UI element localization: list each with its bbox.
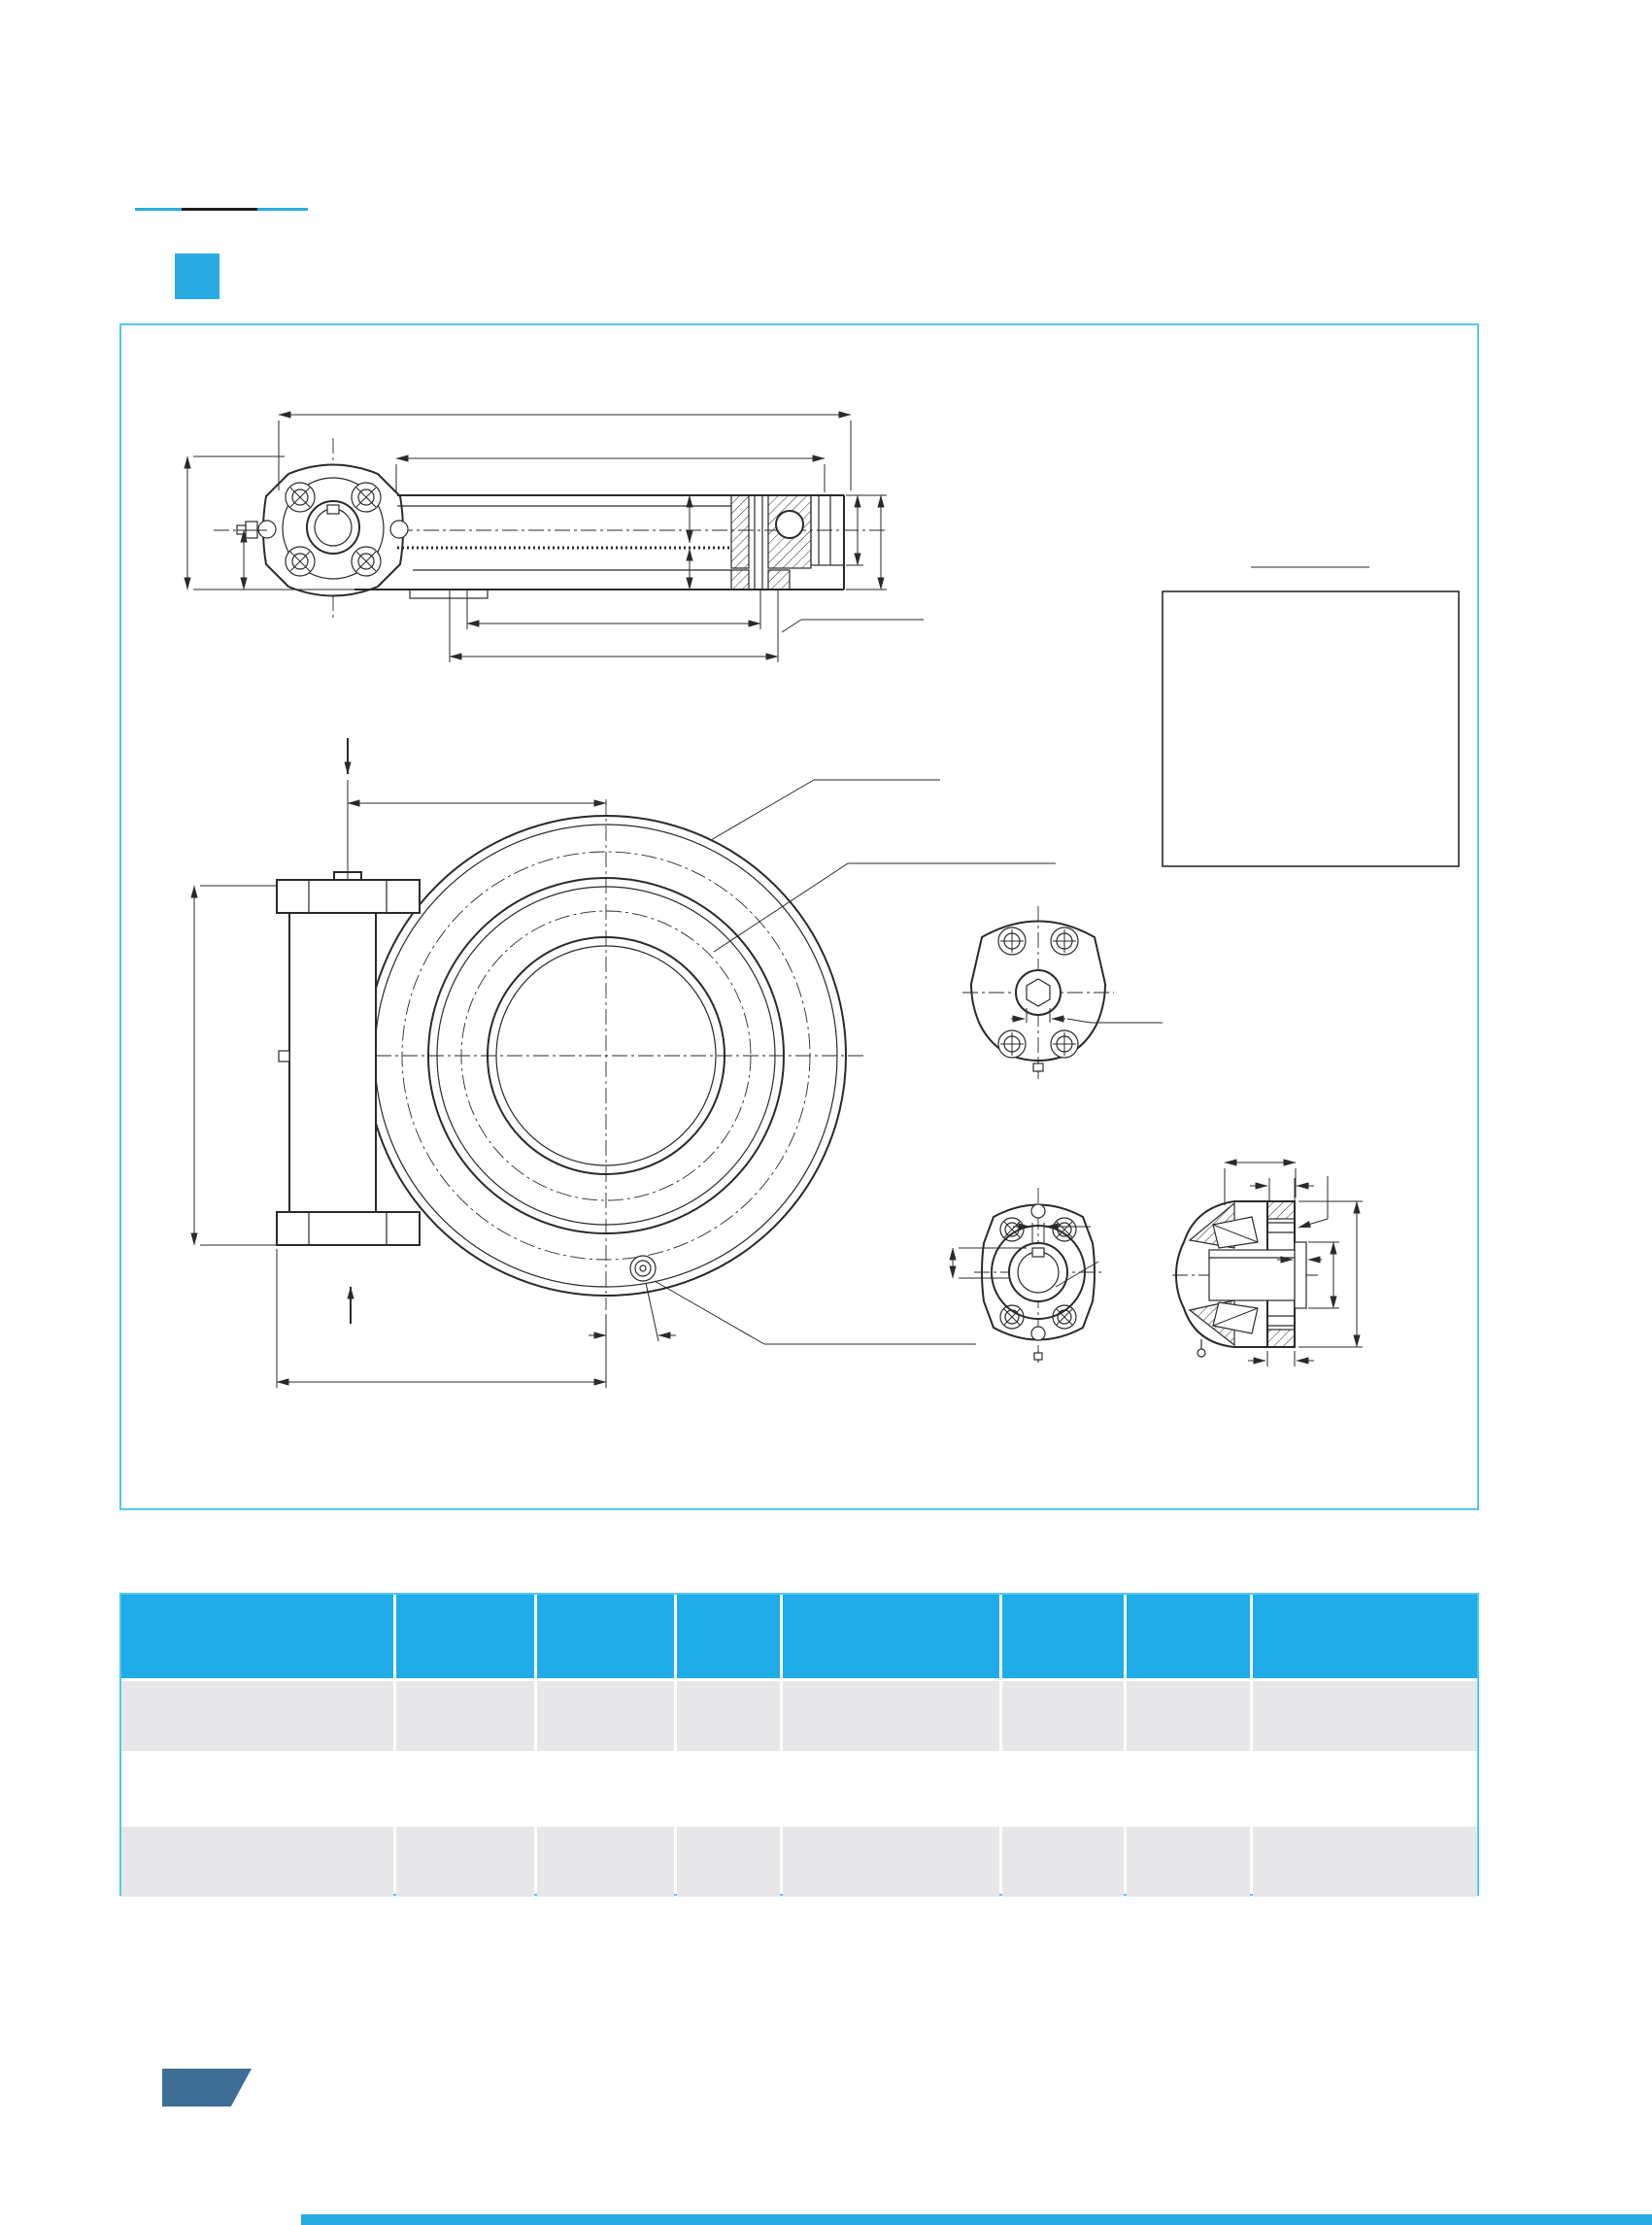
page-number-badge bbox=[162, 2069, 252, 2107]
front-view bbox=[194, 738, 1056, 1388]
table-cell bbox=[1127, 1827, 1249, 1897]
top-rule-left bbox=[135, 208, 182, 211]
top-rule-mid bbox=[182, 208, 257, 211]
view-b bbox=[953, 1188, 1104, 1363]
spec-table bbox=[119, 1593, 1479, 1896]
view-a bbox=[962, 906, 1163, 1081]
table-cell bbox=[1127, 1754, 1249, 1824]
table-cell bbox=[537, 1754, 675, 1824]
table-header-cell bbox=[1002, 1595, 1124, 1678]
view-b-keyway bbox=[1032, 1248, 1044, 1257]
accent-square bbox=[175, 253, 219, 299]
table-cell bbox=[121, 1754, 393, 1824]
table-cell bbox=[677, 1754, 779, 1824]
side-view bbox=[187, 415, 924, 662]
table-header-cell bbox=[396, 1595, 534, 1678]
top-rule-right bbox=[257, 208, 308, 211]
table-cell bbox=[1002, 1827, 1124, 1897]
grease-fitting-front bbox=[279, 1051, 289, 1062]
table-cell bbox=[537, 1827, 675, 1897]
table-header-cell bbox=[121, 1595, 393, 1678]
bearing-ball bbox=[776, 511, 803, 538]
moment-load-chart bbox=[1163, 567, 1459, 866]
table-cell bbox=[783, 1827, 1000, 1897]
table-header-cell bbox=[1127, 1595, 1249, 1678]
view-a-grease-nipple bbox=[1033, 1063, 1043, 1071]
table-header-cell bbox=[1253, 1595, 1477, 1678]
bottom-accent-bar bbox=[301, 2214, 1652, 2225]
output-section-detail bbox=[1172, 1163, 1363, 1366]
technical-drawing-panel bbox=[119, 323, 1479, 1510]
table-cell bbox=[396, 1827, 534, 1897]
keyway bbox=[327, 505, 339, 514]
section-pilot bbox=[1295, 1242, 1306, 1308]
section-grease-nipple bbox=[1197, 1349, 1205, 1357]
table-header-cell bbox=[677, 1595, 779, 1678]
table-cell bbox=[783, 1754, 1000, 1824]
slewing-ring-section bbox=[354, 495, 844, 598]
table-cell bbox=[1253, 1754, 1477, 1824]
table-cell bbox=[121, 1681, 393, 1751]
table-cell bbox=[396, 1681, 534, 1751]
table-cell bbox=[396, 1754, 534, 1824]
table-header-cell bbox=[537, 1595, 675, 1678]
view-b-grease-nipple bbox=[1034, 1353, 1042, 1360]
grease-cup-hole bbox=[630, 1256, 656, 1281]
table-cell bbox=[1253, 1827, 1477, 1897]
table-header-cell bbox=[783, 1595, 1000, 1678]
table-cell bbox=[1002, 1681, 1124, 1751]
table-cell bbox=[1002, 1754, 1124, 1824]
table-cell bbox=[121, 1827, 393, 1897]
housing-profile bbox=[277, 872, 420, 1245]
table-cell bbox=[677, 1681, 779, 1751]
table-cell bbox=[1127, 1681, 1249, 1751]
table-cell bbox=[783, 1681, 1000, 1751]
chart-plot-border bbox=[1163, 591, 1459, 866]
table-cell bbox=[1253, 1681, 1477, 1751]
technical-drawing bbox=[121, 325, 1477, 1508]
table-cell bbox=[537, 1681, 675, 1751]
table-cell bbox=[677, 1827, 779, 1897]
